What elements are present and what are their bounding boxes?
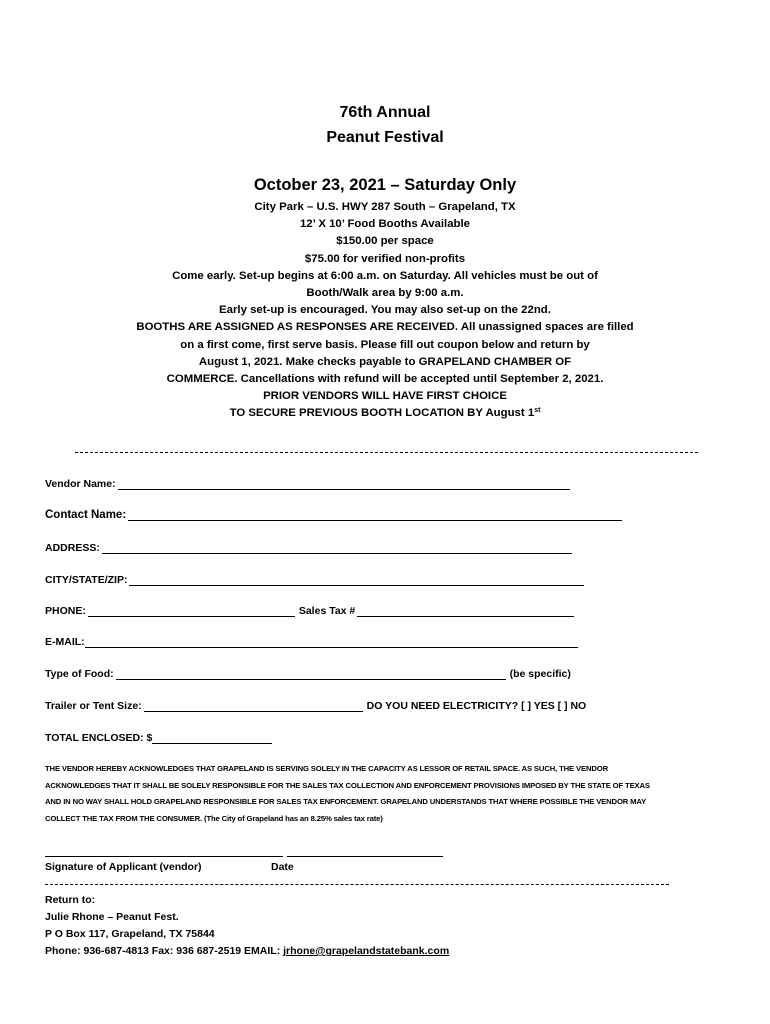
disclaimer-line-2: ACKNOWLEDGES THAT IT SHALL BE SOLELY RESPONSIBLE FOR THE SALES TAX COLLECTION AND ENFORCEMENT PROVISIONS IMPOSED BY THE STATE OF TEXAS — [45, 780, 650, 790]
trailer-tent-field[interactable] — [45, 700, 586, 712]
date-line[interactable] — [287, 856, 443, 857]
booth-size-text: 12’ X 10’ Food Booths Available — [299, 218, 471, 231]
location-text: City Park – U.S. HWY 287 South – Grapeland, TX — [254, 201, 516, 213]
type-of-food-field[interactable] — [45, 668, 571, 680]
prior-vendors-text-1: PRIOR VENDORS WILL HAVE FIRST CHOICE — [263, 390, 507, 403]
electricity-question[interactable]: DO YOU NEED ELECTRICITY? [ ] YES [ ] NO — [366, 700, 587, 712]
return-address — [45, 892, 449, 960]
return-contact-line — [45, 943, 449, 960]
setup-text-2: Booth/Walk area by 9:00 a.m. — [306, 287, 464, 300]
total-enclosed-line[interactable] — [152, 733, 272, 744]
prior-vendors-deadline: TO SECURE PREVIOUS BOOTH LOCATION BY August 1 — [229, 407, 535, 420]
event-date: October 23, 2021 – Saturday Only — [253, 176, 517, 194]
return-email-link[interactable]: jrhone@grapelandstatebank.com — [283, 945, 450, 957]
vendor-name-field[interactable] — [45, 478, 570, 490]
signature-line[interactable] — [45, 856, 283, 857]
vendor-name-label: Vendor Name: — [45, 478, 116, 490]
prior-vendors-text-2 — [0, 405, 770, 422]
early-setup-text: Early set-up is encouraged. You may also set-up on the 22nd. — [219, 304, 551, 317]
disclaimer-line-3: AND IN NO WAY SHALL HOLD GRAPELAND RESPONSIBLE FOR SALES TAX ENFORCEMENT. GRAPELAND UNDERSTANDS THAT WHERE POSSIBLE THE VENDOR MAY — [45, 797, 647, 806]
vendor-name-line[interactable] — [118, 479, 570, 490]
ordinal-suffix: st — [534, 407, 541, 415]
type-of-food-line[interactable] — [116, 669, 506, 680]
city-state-zip-label: CITY/STATE/ZIP: — [45, 574, 128, 586]
sales-tax-label: Sales Tax # — [298, 605, 356, 617]
be-specific-note: (be specific) — [509, 668, 571, 680]
contact-name-line[interactable] — [128, 510, 622, 521]
email-line[interactable] — [85, 637, 578, 648]
assign-text-1: BOOTHS ARE ASSIGNED AS RESPONSES ARE RECEIVED. All unassigned spaces are filled — [136, 321, 634, 334]
cut-line-top — [75, 452, 698, 453]
total-enclosed-label: TOTAL ENCLOSED: $ — [45, 732, 153, 744]
cut-line-bottom — [45, 884, 669, 885]
contact-name-field[interactable] — [45, 509, 622, 521]
event-title-line1: 76th Annual — [339, 104, 431, 121]
disclaimer-line-4: COLLECT THE TAX FROM THE CONSUMER. (The City of Grapeland has an 8.25% sales tax rate) — [45, 813, 383, 823]
signature-label: Signature of Applicant (vendor) — [45, 861, 202, 873]
return-heading: Return to: — [45, 894, 96, 906]
assign-text-3: August 1, 2021. Make checks payable to GRAPELAND CHAMBER OF — [198, 355, 572, 368]
disclaimer-line-1: THE VENDOR HEREBY ACKNOWLEDGES THAT GRAPELAND IS SERVING SOLELY IN THE CAPACITY AS LESSOR OF RETAIL SPACE. AS SUCH, THE VENDOR — [45, 764, 608, 773]
phone-field[interactable] — [45, 605, 574, 617]
return-phone-fax: Phone: 936-687-4813 Fax: 936 687-2519 EMAIL: — [45, 945, 281, 957]
phone-line[interactable] — [88, 606, 295, 617]
assign-text-4: COMMERCE. Cancellations with refund will be accepted until September 2, 2021. — [166, 373, 604, 386]
phone-label: PHONE: — [45, 605, 86, 617]
event-info — [0, 199, 770, 423]
setup-text-1: Come early. Set-up begins at 6:00 a.m. on Saturday. All vehicles must be out of — [172, 269, 598, 282]
assign-text-2: on a first come, first serve basis. Please fill out coupon below and return by — [180, 338, 590, 351]
price-nonprofit-text: $75.00 for verified non-profits — [304, 252, 466, 265]
email-field[interactable] — [45, 636, 578, 648]
address-line[interactable] — [102, 543, 572, 554]
sales-tax-disclaimer — [45, 761, 725, 827]
email-label: E-MAIL: — [45, 636, 85, 648]
trailer-tent-label: Trailer or Tent Size: — [45, 700, 142, 712]
total-enclosed-field[interactable] — [45, 732, 272, 744]
type-of-food-label: Type of Food: — [45, 668, 114, 680]
city-state-zip-line[interactable] — [129, 575, 584, 586]
price-text: $150.00 per space — [336, 235, 434, 248]
address-field[interactable] — [45, 542, 572, 554]
event-title — [0, 100, 770, 150]
sales-tax-line[interactable] — [357, 606, 574, 617]
city-state-zip-field[interactable] — [45, 574, 584, 586]
event-title-line2: Peanut Festival — [326, 129, 444, 146]
date-label: Date — [271, 861, 294, 873]
return-postal-address: P O Box 117, Grapeland, TX 75844 — [45, 928, 215, 940]
return-name: Julie Rhone – Peanut Fest. — [45, 911, 179, 923]
address-label: ADDRESS: — [45, 542, 100, 554]
contact-name-label: Contact Name: — [45, 509, 127, 521]
trailer-tent-line[interactable] — [144, 701, 363, 712]
